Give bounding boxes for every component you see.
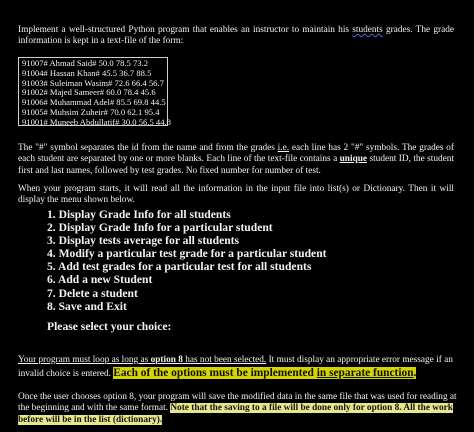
intro-text: Implement a well-structured Python program that enables an instructor to maintain his — [18, 25, 353, 35]
file-line: 91002# Majed Sameer# 60.0 78.4 45.6 — [22, 87, 156, 98]
option8-text: option 8 — [150, 355, 183, 365]
loop-text-end: has not been selected. — [182, 355, 267, 365]
file-line: 91005# Muhsim Zuheir# 70.0 62.1 95.4 — [22, 106, 160, 117]
separate-function-text: in separate function — [316, 367, 414, 380]
save-text: Once the user chooses option 8, your program will save the modified data in the same file that was used for reading at the beginning and with the same format. — [18, 392, 457, 414]
menu-list — [47, 208, 327, 313]
format-text-3: student ID, the student first and last names, followed by test grades. No fixed number for number of test. — [18, 154, 454, 176]
save-note: Note that the saving to a file will be done only for option 8. All the work before will be in the list (dictionary). — [18, 403, 453, 425]
intro-text-end: grades. The grade information is kept in a text-file of the form: — [18, 25, 454, 47]
unique-word: unique — [339, 154, 368, 165]
menu-item: 4. Modify a particular test grade for a particular student — [47, 247, 327, 261]
intro-paragraph — [18, 25, 454, 48]
sample-file-box — [18, 57, 171, 127]
menu-item: 7. Delete a student — [47, 286, 138, 300]
menu-item: 2. Display Grade Info for a particular student — [47, 221, 273, 235]
format-text-2: each line has 2 "#" symbols. The grades of each student are separated by one or more blanks. Each line of the text-file contains a — [18, 143, 454, 165]
function-requirement: Each of the options must be implemented — [113, 367, 317, 380]
menu-item: 5. Add test grades for a particular test for all students — [47, 260, 312, 274]
error-text: It must display an appropriate error message if an invalid choice is entered. — [18, 355, 453, 380]
menu-item: 8. Save and Exit — [47, 299, 127, 313]
file-line: 91003# Suleiman Wasim# 72.6 66.4 56.7 — [22, 77, 164, 88]
file-line: 91006# Muhammad Adel# 85.5 69.8 44.5 — [22, 97, 166, 108]
format-description-paragraph — [18, 143, 454, 177]
loop-requirement-paragraph — [18, 355, 458, 381]
file-line: 91007# Ahmad Said# 50.0 78.5 73.2 — [22, 58, 149, 68]
loop-text: Your program must loop as long as — [18, 355, 151, 365]
ie-abbreviation: i.e. — [277, 143, 290, 153]
file-line: 91004# Hassan Khan# 45.5 36.7 88.5 — [22, 67, 152, 78]
format-text-1: The "#" symbol separates the id from the name and from the grades — [18, 143, 278, 153]
choice-prompt: Please select your choice: — [47, 320, 172, 333]
startup-paragraph: When your program starts, it will read all the information in the input file into list(s) or Dictionary. Then it will display the menu shown below. — [18, 184, 454, 206]
menu-item: 6. Add a new Student — [47, 273, 153, 287]
file-line: 91001# Muneeb Abdullatif# 30.0 56.5 44.8 — [22, 116, 171, 127]
menu-item: 3. Display tests average for all students — [47, 234, 240, 248]
save-paragraph — [18, 392, 458, 426]
intro-underlined-word: students — [352, 25, 383, 35]
function-requirement-end: . — [413, 367, 417, 380]
menu-item: 1. Display Grade Info for all students — [47, 208, 231, 221]
